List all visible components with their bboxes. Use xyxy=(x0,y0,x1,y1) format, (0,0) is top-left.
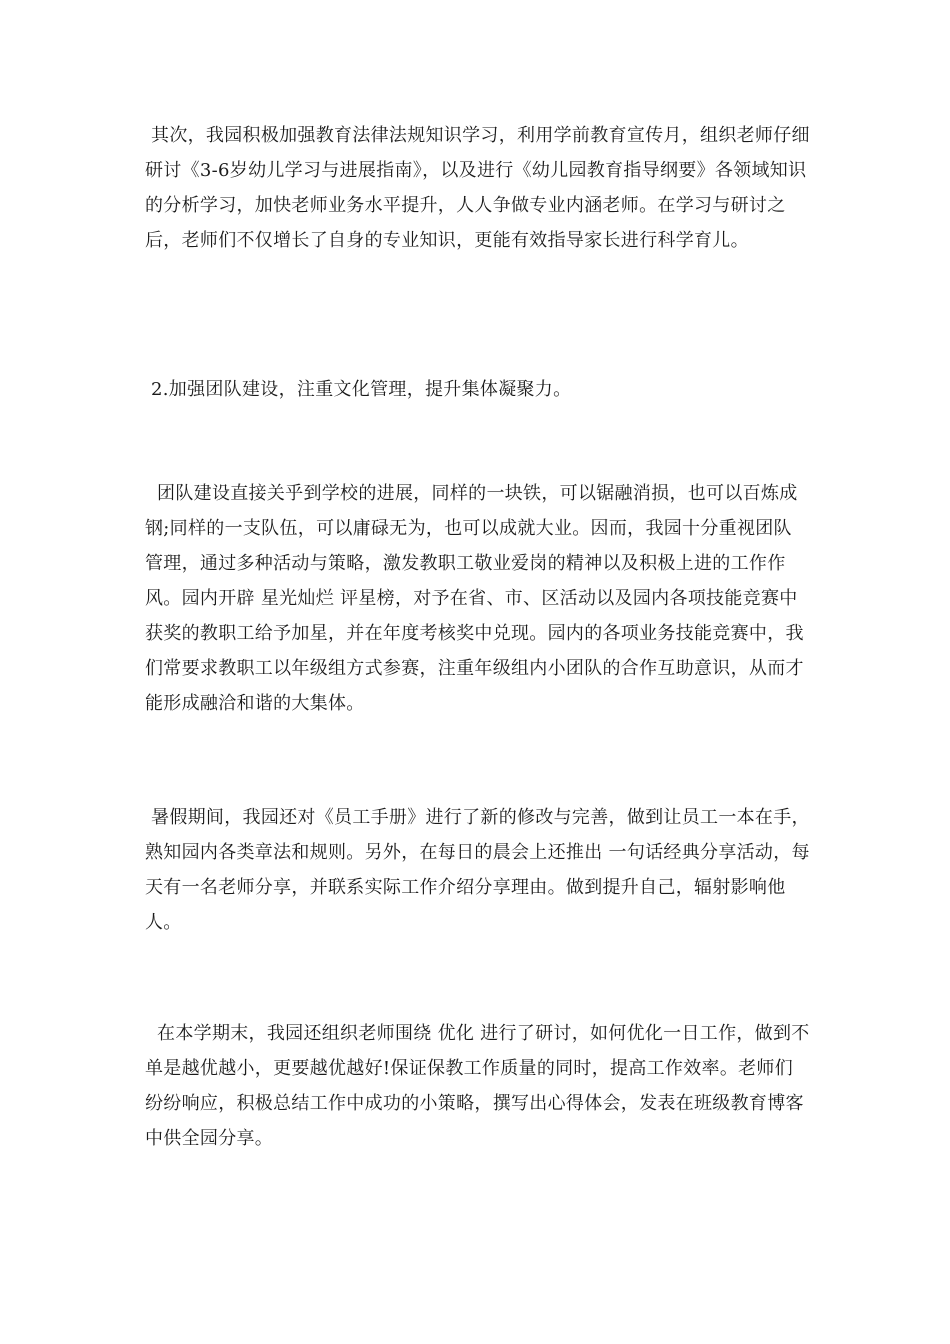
section-heading-team-building: 2.加强团队建设，注重文化管理，提升集体凝聚力。 xyxy=(145,379,572,400)
paragraph-optimization-study: 在本学期末，我园还组织老师围绕 优化 进行了研讨，如何优化一日工作，做到不单是越优越小，更要越优越好!保证保教工作质量的同时，提高工作效率。老师们纷纷响应，积极总结工作中成功的小策略，撰写出心得体会，发表在班级教育博客中供全园分享。 xyxy=(145,1023,810,1149)
paragraph-staff-handbook: 暑假期间，我园还对《员工手册》进行了新的修改与完善，做到让员工一本在手，熟知园内各类章法和规则。另外，在每日的晨会上还推出 一句话经典分享活动，每天有一名老师分享，并联系实际工作介绍分享理由。做到提升自己，辐射影响他人。 xyxy=(145,807,810,933)
paragraph-team-building: 团队建设直接关乎到学校的进展，同样的一块铁，可以锯融消损，也可以百炼成钢;同样的一支队伍，可以庸碌无为，也可以成就大业。因而，我园十分重视团队管理，通过多种活动与策略，激发教职工敬业爱岗的精神以及积极上进的工作作风。园内开辟 星光灿烂 评星榜，对予在省、市、区活动以及园内各项技能竞赛中获奖的教职工给予加星，并在年度考核奖中兑现。园内的各项业务技能竞赛中，我们常要求教职工以年级组方式参赛，注重年级组内小团队的合作互助意识，从而才能形成融洽和谐的大集体。 xyxy=(145,483,804,714)
paragraph-teacher-study: 其次，我园积极加强教育法律法规知识学习，利用学前教育宣传月，组织老师仔细研讨《3-6岁幼儿学习与进展指南》，以及进行《幼儿园教育指导纲要》各领域知识的分析学习，加快老师业务水平提升，人人争做专业内涵老师。在学习与研讨之后，老师们不仅增长了自身的专业知识，更能有效指导家长进行科学育儿。 xyxy=(145,125,810,251)
